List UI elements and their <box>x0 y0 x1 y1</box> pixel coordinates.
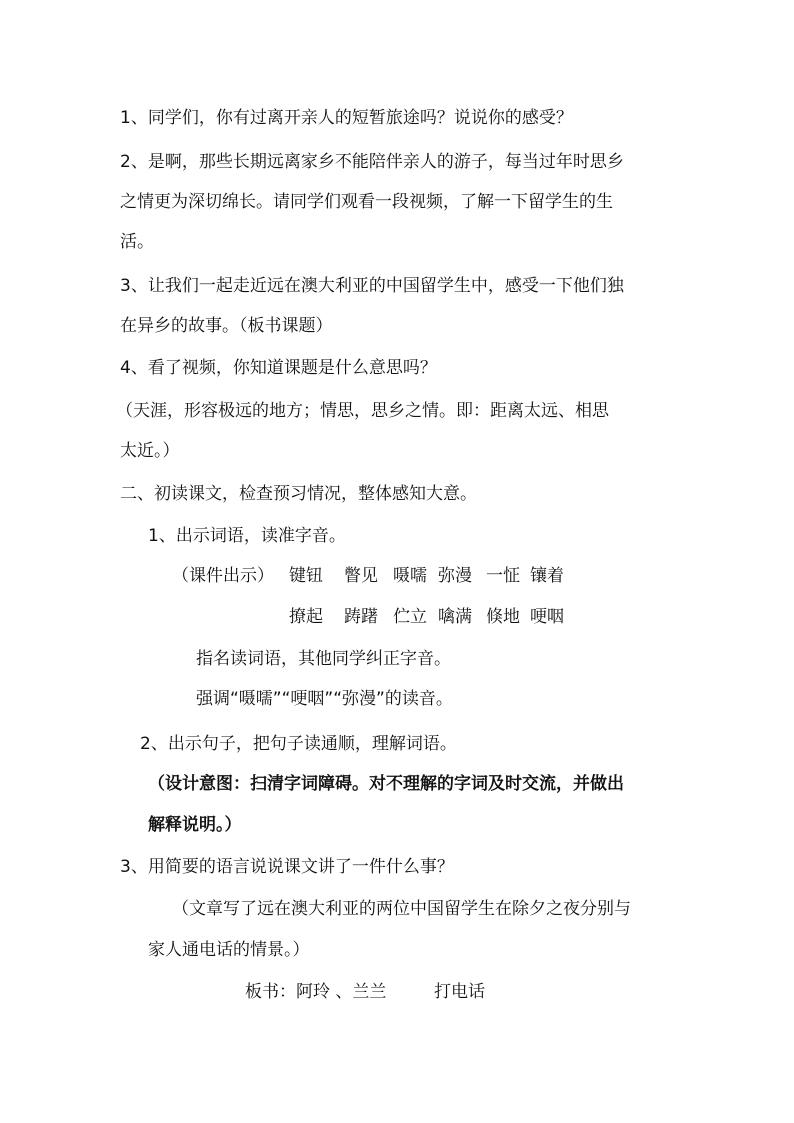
word-item: 哽咽 <box>530 607 564 627</box>
question-2-line-1: 2、是啊，那些长期远离家乡不能陪伴亲人的游子，每当过年时思乡 <box>120 152 624 172</box>
word-item: 噙满 <box>438 607 472 627</box>
word-item: 瞥见 <box>344 566 378 586</box>
word-item: 一怔 <box>486 566 520 586</box>
design-intent-line-1: （设计意图：扫清字词障碍。对不理解的字词及时交流，并做出 <box>148 774 624 794</box>
summary-line-2: 家人通电话的情景。） <box>148 940 310 960</box>
design-intent-line-2: 解释说明。） <box>148 815 242 835</box>
question-3-line-1: 3、让我们一起走近远在澳大利亚的中国留学生中，感受一下他们独 <box>120 276 624 296</box>
question-3-line-2: 在异乡的故事。（板书课题） <box>120 316 333 336</box>
emphasize-pronunciation: 强调“嗫嚅”“哽咽”“弥漫”的读音。 <box>196 689 453 709</box>
word-item: 踌躇 <box>344 607 378 627</box>
words-label: （课件出示） <box>172 566 274 586</box>
section-2-heading: 二、初读课文，检查预习情况，整体感知大意。 <box>120 484 477 504</box>
word-item: 倏地 <box>486 607 520 627</box>
step-3: 3、用简要的语言说说课文讲了一件什么事？ <box>120 857 454 877</box>
word-item: 弥漫 <box>438 566 472 586</box>
question-4: 4、看了视频，你知道课题是什么意思吗？ <box>120 358 437 378</box>
word-item: 镶着 <box>530 566 564 586</box>
question-2-line-2: 之情更为深切绵长。请同学们观看一段视频，了解一下留学生的生 <box>120 192 613 212</box>
board-writing-action: 打电话 <box>434 982 485 1002</box>
step-2: 2、出示句子，把句子读通顺，理解词语。 <box>140 734 457 754</box>
answer-line-2: 太近。） <box>120 441 180 461</box>
word-item: 嗫嚅 <box>393 566 427 586</box>
summary-line-1: （文章写了远在澳大利亚的两位中国留学生在除夕之夜分别与 <box>172 899 631 919</box>
word-item: 撩起 <box>289 607 323 627</box>
board-writing: 板书：阿玲 、兰兰 <box>245 982 387 1002</box>
read-words-instruction: 指名读词语，其他同学纠正字音。 <box>196 649 451 669</box>
question-1: 1、同学们，你有过离开亲人的短暂旅途吗？说说你的感受？ <box>120 108 573 128</box>
question-2-line-3: 活。 <box>120 232 154 252</box>
word-item: 键钮 <box>289 566 323 586</box>
answer-line-1: （天涯，形容极远的地方；情思，思乡之情。即：距离太远、相思 <box>116 401 609 421</box>
step-1: 1、出示词语，读准字音。 <box>148 526 346 546</box>
word-item: 伫立 <box>393 607 427 627</box>
